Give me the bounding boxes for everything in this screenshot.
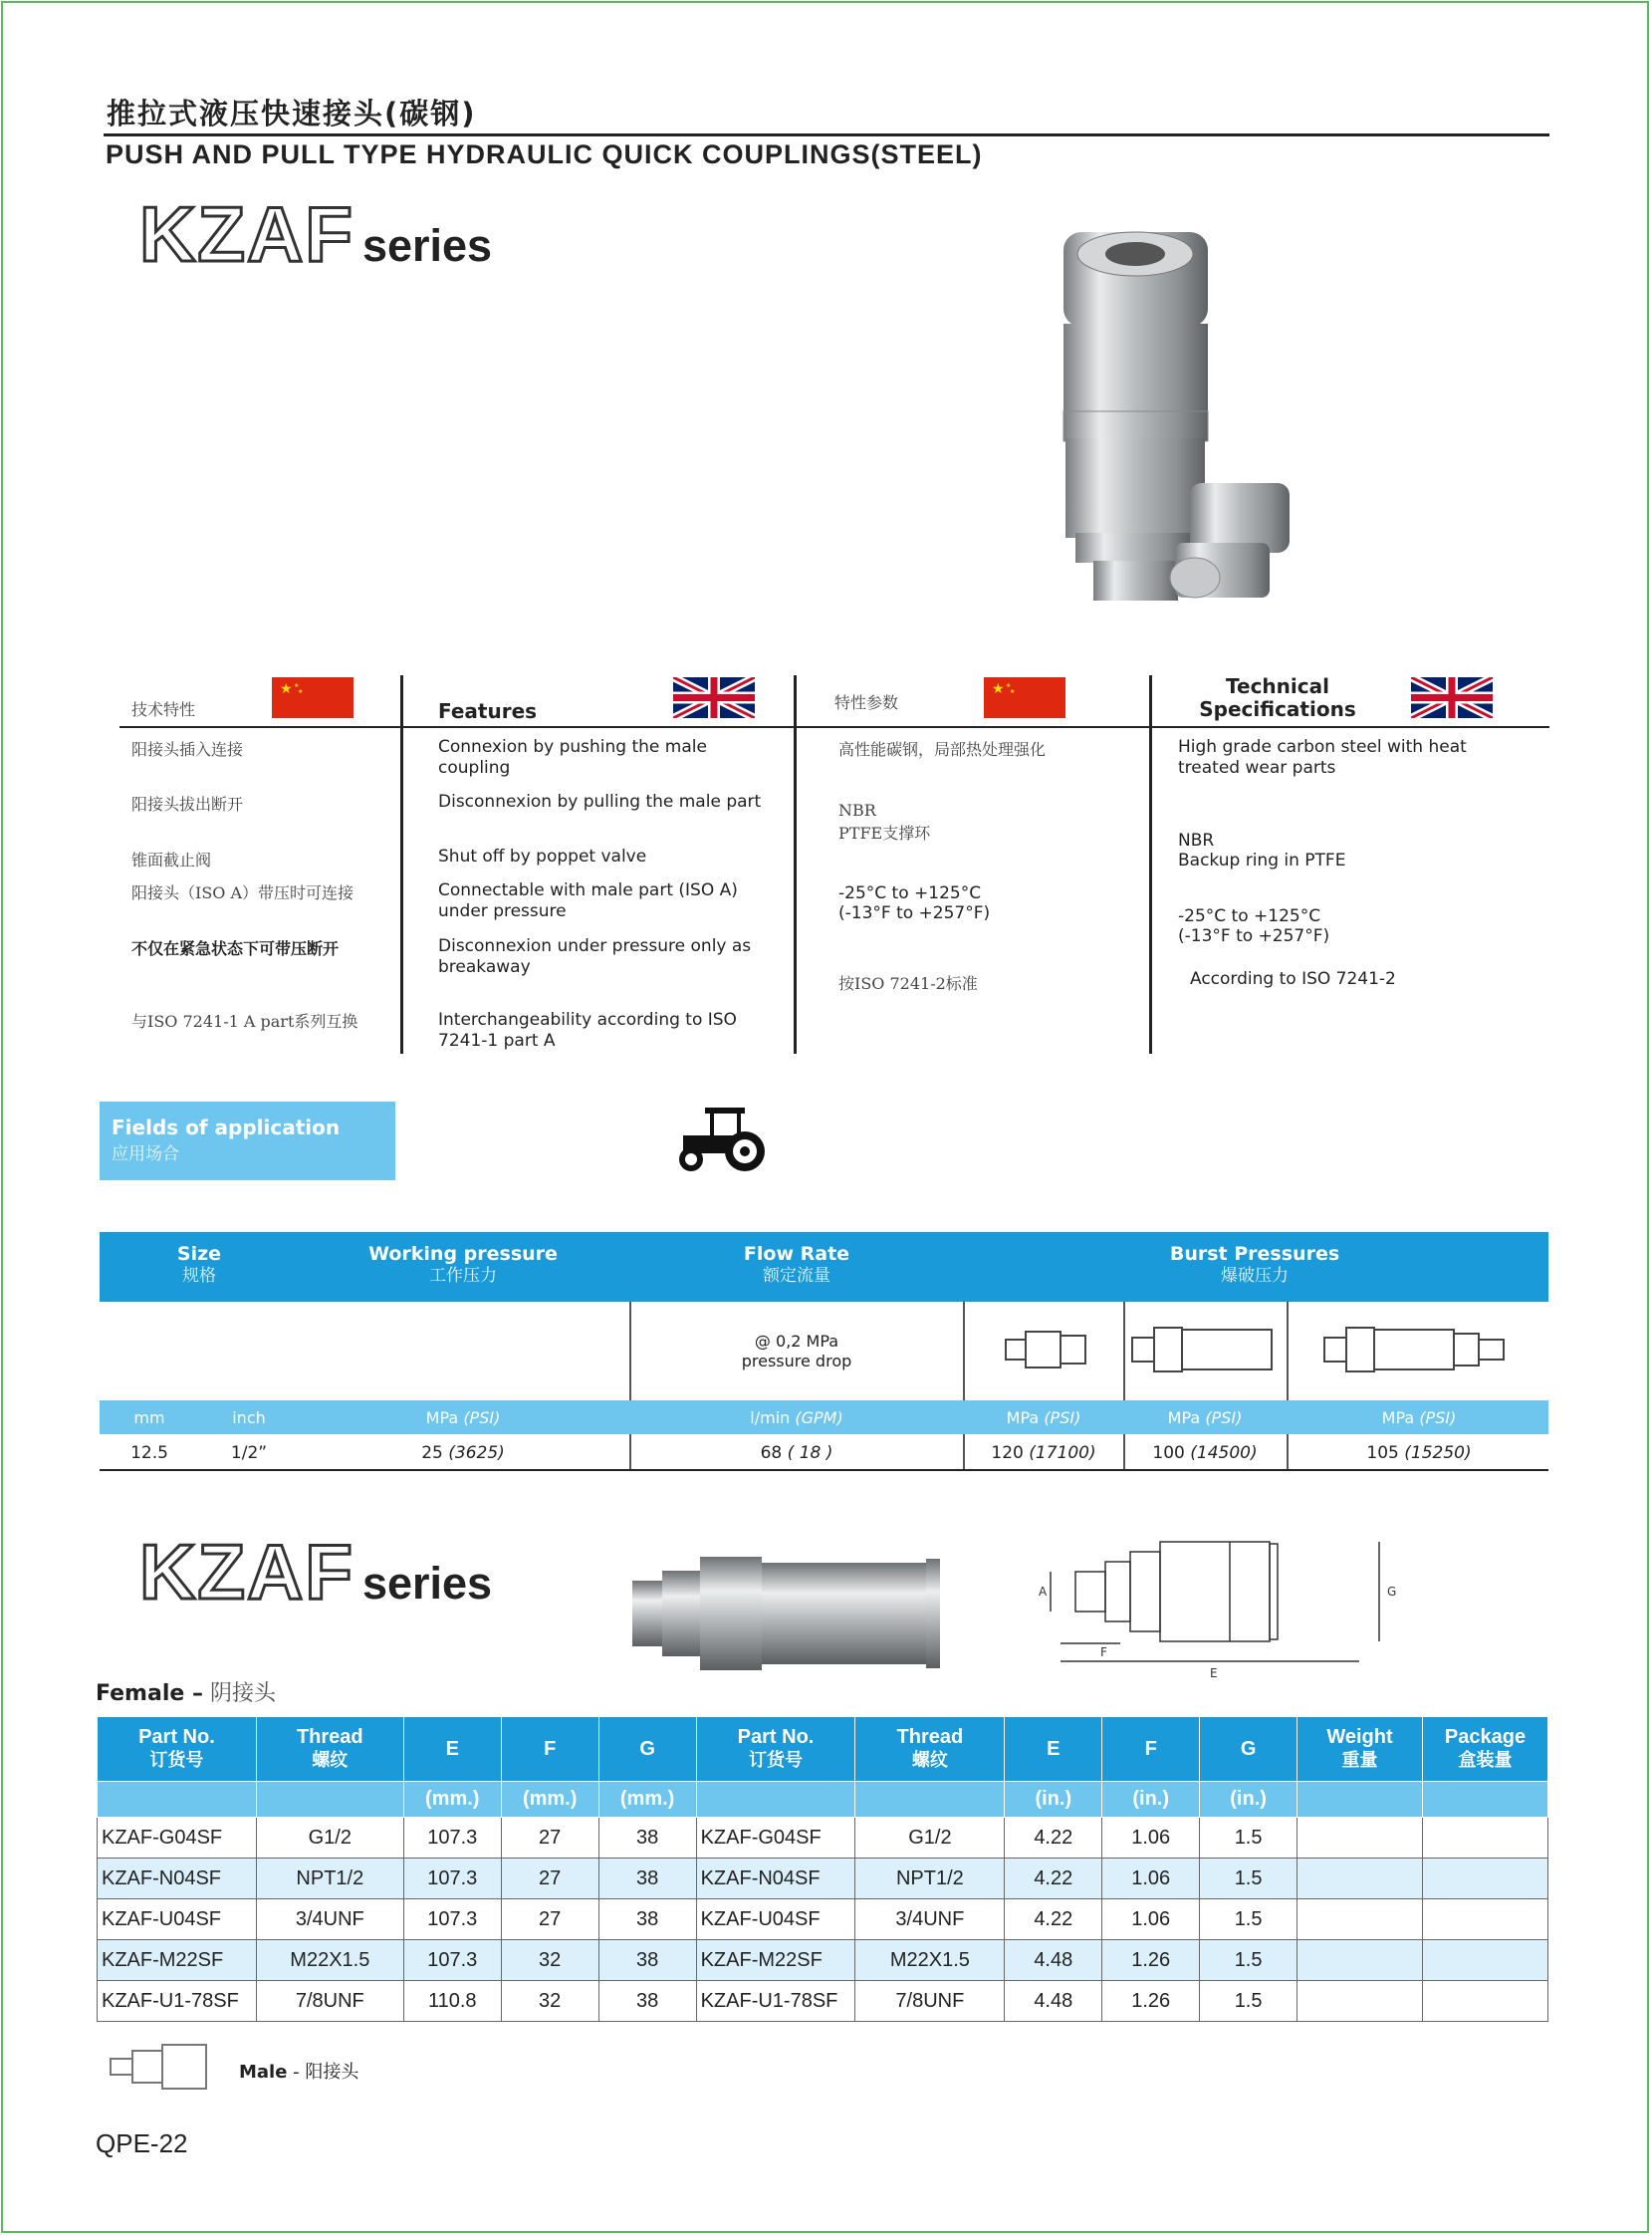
perf-header-burst-pressures	[1105, 1243, 1404, 1287]
feature-en: Disconnexion under pressure only as breakaway	[438, 936, 752, 977]
parts-unit-cell	[696, 1782, 855, 1818]
unit-b2-main: MPa	[1167, 1408, 1201, 1427]
parts-cell: 38	[598, 1940, 696, 1981]
perf-b3-main: 105	[1366, 1443, 1399, 1463]
perf-header-en: Working pressure	[368, 1243, 558, 1265]
svg-text:★: ★	[294, 682, 300, 689]
flow-note-line1: @ 0,2 MPa	[754, 1332, 839, 1351]
parts-unit-cell	[98, 1782, 257, 1818]
parts-cell: 1.5	[1200, 1940, 1298, 1981]
dim-label-a: A	[1039, 1585, 1048, 1599]
female-label-cn: 阴接头	[209, 1681, 276, 1706]
spec-en: Backup ring in PTFE	[1178, 851, 1346, 870]
flow-note-line2: pressure drop	[741, 1352, 852, 1370]
parts-cell	[1422, 1818, 1547, 1859]
flow-note	[697, 1332, 896, 1371]
spec-cn: PTFE支撑环	[838, 824, 931, 843]
perf-burst-1	[964, 1443, 1123, 1463]
parts-header-cell	[256, 1717, 403, 1782]
parts-table-body	[98, 1717, 1548, 2022]
title-divider	[104, 133, 1549, 136]
perf-b2-main: 100	[1152, 1443, 1185, 1463]
svg-text:★: ★	[298, 688, 304, 695]
features-cn-heading: 技术特性	[131, 700, 196, 719]
parts-cell: 1.06	[1102, 1859, 1200, 1899]
parts-cell	[1298, 1899, 1423, 1940]
parts-cell: M22X1.5	[855, 1940, 1005, 1981]
perf-header-cn: 爆破压力	[1221, 1266, 1289, 1286]
male-coupling-photo	[103, 2037, 217, 2097]
parts-cell: 1.26	[1102, 1981, 1200, 2022]
uk-flag-icon	[673, 677, 755, 718]
unit-wp	[383, 1408, 543, 1427]
parts-unit-cell	[1298, 1782, 1423, 1818]
parts-cell: 110.8	[403, 1981, 501, 2022]
parts-cell: KZAF-U1-78SF	[98, 1981, 257, 2022]
parts-cell: 32	[501, 1981, 598, 2022]
female-label-en: Female –	[96, 1681, 203, 1706]
perf-flow-rate	[717, 1443, 876, 1463]
perf-header-cn: 工作压力	[429, 1266, 497, 1286]
svg-text:★: ★	[280, 681, 293, 697]
parts-cell: 1.5	[1200, 1981, 1298, 2022]
parts-cell	[1422, 1859, 1547, 1899]
parts-header-en: Thread	[296, 1726, 363, 1748]
parts-cell: 107.3	[403, 1859, 501, 1899]
unit-mm: mm	[133, 1408, 165, 1427]
parts-unit-cell	[256, 1782, 403, 1818]
parts-cell: G1/2	[855, 1818, 1005, 1859]
feature-en: Connexion by pushing the male coupling	[438, 737, 707, 778]
parts-header-en: Thread	[896, 1726, 964, 1748]
parts-cell: M22X1.5	[256, 1940, 403, 1981]
parts-header-cell	[855, 1717, 1005, 1782]
series-suffix: series	[361, 1558, 493, 1609]
parts-header-cn: 盒装量	[1458, 1750, 1513, 1770]
series-logo	[139, 189, 492, 280]
unit-b2-alt: (PSI)	[1205, 1408, 1243, 1427]
parts-header-cell	[1005, 1717, 1102, 1782]
perf-b1-alt: (17100)	[1029, 1443, 1096, 1463]
female-label	[96, 1676, 276, 1707]
spec-en: NBR	[1178, 831, 1215, 851]
perf-mm: 12.5	[130, 1443, 168, 1463]
feature-column-divider	[1149, 675, 1152, 1054]
unit-b3-main: MPa	[1381, 1408, 1415, 1427]
specs-heading-line1: Technical	[1226, 674, 1329, 698]
parts-table	[97, 1716, 1548, 2022]
parts-cell: 7/8UNF	[855, 1981, 1005, 2022]
parts-header-cell	[501, 1717, 598, 1782]
unit-b1-main: MPa	[1006, 1408, 1040, 1427]
parts-header-en: E	[1047, 1737, 1061, 1760]
parts-cell: 4.22	[1005, 1859, 1102, 1899]
perf-bottom-rule	[100, 1469, 1548, 1471]
parts-cell	[1422, 1940, 1547, 1981]
parts-cell	[1298, 1859, 1423, 1899]
parts-header-cn: 重量	[1341, 1750, 1378, 1770]
unit-fr-alt: (GPM)	[795, 1408, 843, 1427]
parts-header-cell	[696, 1717, 855, 1782]
perf-header-flow-rate	[697, 1243, 896, 1287]
parts-header-en: Package	[1444, 1726, 1527, 1748]
parts-header-cell	[1422, 1717, 1547, 1782]
parts-header-en: E	[445, 1737, 459, 1760]
unit-inch: inch	[232, 1408, 266, 1427]
dim-label-f: F	[1100, 1645, 1107, 1659]
parts-cell: KZAF-U1-78SF	[696, 1981, 855, 2022]
table-row	[98, 1818, 1548, 1859]
perf-divider	[629, 1302, 631, 1401]
specs-cn-heading: 特性参数	[834, 693, 899, 712]
parts-header-cell	[598, 1717, 696, 1782]
feature-cn: 不仅在紧急状态下可带压断开	[131, 939, 340, 958]
parts-cell: 38	[598, 1859, 696, 1899]
coupled-pair-drawing-icon	[1319, 1320, 1519, 1379]
application-label-cn: 应用场合	[112, 1144, 179, 1164]
china-flag-icon	[984, 677, 1065, 718]
parts-cell	[1422, 1981, 1547, 2022]
parts-header-cn: 订货号	[149, 1750, 204, 1770]
parts-unit-cell: (mm.)	[501, 1782, 598, 1818]
dim-label-g: G	[1387, 1585, 1397, 1599]
parts-cell: 1.5	[1200, 1859, 1298, 1899]
parts-cell: 1.5	[1200, 1818, 1298, 1859]
parts-cell: 38	[598, 1981, 696, 2022]
parts-cell: 27	[501, 1859, 598, 1899]
parts-cell: 4.48	[1005, 1981, 1102, 2022]
parts-cell: 27	[501, 1899, 598, 1940]
parts-units-row	[98, 1782, 1548, 1818]
parts-cell: 4.48	[1005, 1940, 1102, 1981]
parts-cell: KZAF-M22SF	[696, 1940, 855, 1981]
perf-divider	[1287, 1434, 1289, 1470]
parts-header-en: G	[639, 1737, 655, 1760]
svg-text:★: ★	[1010, 688, 1016, 695]
male-label-sep: -	[293, 2062, 300, 2083]
perf-burst-2	[1125, 1443, 1285, 1463]
parts-cell: 7/8UNF	[256, 1981, 403, 2022]
feature-cn: 阳接头拔出断开	[131, 795, 244, 814]
parts-cell: 3/4UNF	[256, 1899, 403, 1940]
parts-cell: 107.3	[403, 1899, 501, 1940]
dimension-drawing	[1031, 1532, 1409, 1681]
perf-fr-alt: ( 18 )	[787, 1443, 833, 1463]
perf-inch: 1/2”	[230, 1443, 268, 1463]
unit-b2	[1125, 1408, 1285, 1427]
perf-divider	[629, 1434, 631, 1470]
application-label-en: Fields of application	[112, 1116, 341, 1139]
parts-cell: G1/2	[256, 1818, 403, 1859]
parts-header-en: F	[544, 1737, 557, 1760]
perf-header-en: Flow Rate	[743, 1243, 850, 1265]
parts-cell: NPT1/2	[855, 1859, 1005, 1899]
parts-cell	[1298, 1940, 1423, 1981]
parts-header-cn: 订货号	[749, 1750, 803, 1770]
svg-text:★: ★	[1006, 682, 1012, 689]
product-photo	[1046, 224, 1304, 622]
unit-fr	[717, 1408, 876, 1427]
series-suffix: series	[361, 220, 493, 271]
table-row	[98, 1981, 1548, 2022]
series-name: KZAF	[139, 190, 354, 278]
unit-b1	[964, 1408, 1123, 1427]
feature-en: Disconnexion by pulling the male part	[438, 792, 762, 812]
specs-en-heading	[1175, 675, 1380, 721]
perf-header-working-pressure	[344, 1243, 583, 1287]
parts-cell: 107.3	[403, 1940, 501, 1981]
female-coupling-drawing-icon	[1127, 1320, 1282, 1379]
unit-b3-alt: (PSI)	[1419, 1408, 1457, 1427]
perf-divider	[963, 1302, 965, 1401]
parts-header-cell	[1102, 1717, 1200, 1782]
perf-divider	[1123, 1302, 1125, 1401]
parts-cell: KZAF-U04SF	[696, 1899, 855, 1940]
parts-cell: KZAF-M22SF	[98, 1940, 257, 1981]
unit-fr-main: l/min	[750, 1408, 791, 1427]
parts-cell: 1.06	[1102, 1899, 1200, 1940]
parts-unit-cell: (in.)	[1005, 1782, 1102, 1818]
perf-header-size	[139, 1243, 259, 1287]
title-chinese: 推拉式液压快速接头(碳钢)	[107, 97, 477, 130]
parts-cell: 3/4UNF	[855, 1899, 1005, 1940]
parts-header-en: F	[1144, 1737, 1157, 1760]
parts-cell	[1298, 1818, 1423, 1859]
specs-heading-line2: Specifications	[1199, 697, 1356, 721]
female-coupling-photo	[627, 1549, 946, 1678]
feature-cn: 与ISO 7241-1 A part系列互换	[131, 1012, 358, 1031]
features-en-heading: Features	[438, 699, 538, 723]
perf-fr-main: 68	[760, 1443, 783, 1463]
parts-header-cn: 螺纹	[312, 1750, 349, 1770]
parts-cell: 38	[598, 1818, 696, 1859]
perf-working-pressure	[383, 1443, 543, 1463]
parts-header-cell	[403, 1717, 501, 1782]
spec-cn: NBR	[838, 801, 876, 820]
page-number: QPE-22	[96, 2128, 188, 2158]
perf-header-en: Burst Pressures	[1169, 1243, 1340, 1265]
parts-header-en: G	[1240, 1737, 1257, 1760]
parts-header-en: Part No.	[737, 1726, 815, 1748]
spec-cn: 高性能碳钢，局部热处理强化	[838, 740, 1047, 759]
parts-cell: KZAF-U04SF	[98, 1899, 257, 1940]
perf-b1-main: 120	[991, 1443, 1024, 1463]
title-english: PUSH AND PULL TYPE HYDRAULIC QUICK COUPLINGS(STEEL)	[106, 139, 983, 169]
perf-divider	[1287, 1302, 1289, 1401]
parts-header-en: Part No.	[138, 1726, 215, 1748]
parts-cell: 107.3	[403, 1818, 501, 1859]
spec-en: High grade carbon steel with heat treated wear parts	[1178, 737, 1467, 778]
unit-wp-alt: (PSI)	[463, 1408, 501, 1427]
parts-cell: KZAF-N04SF	[696, 1859, 855, 1899]
perf-burst-3	[1339, 1443, 1499, 1463]
table-row	[98, 1940, 1548, 1981]
parts-cell: 4.22	[1005, 1818, 1102, 1859]
china-flag-icon	[272, 677, 354, 718]
series-logo	[139, 1527, 492, 1617]
parts-cell: 1.06	[1102, 1818, 1200, 1859]
male-label-en: Male	[239, 2062, 288, 2083]
parts-cell: 1.5	[1200, 1899, 1298, 1940]
application-box	[100, 1102, 395, 1180]
feature-cn: 锥面截止阀	[131, 851, 212, 870]
feature-cn: 阳接头插入连接	[131, 740, 244, 759]
perf-header-en: Size	[176, 1243, 222, 1265]
parts-header-row	[98, 1717, 1548, 1782]
parts-cell: 4.22	[1005, 1899, 1102, 1940]
parts-unit-cell: (mm.)	[403, 1782, 501, 1818]
parts-cell: KZAF-G04SF	[98, 1818, 257, 1859]
parts-unit-cell: (in.)	[1200, 1782, 1298, 1818]
parts-cell	[1298, 1981, 1423, 2022]
feature-en: Interchangeability according to ISO 7241-1 part A	[438, 1010, 737, 1051]
spec-cn: (-13°F to +257°F)	[838, 903, 991, 923]
feature-en: Shut off by poppet valve	[438, 847, 647, 867]
perf-b3-alt: (15250)	[1404, 1443, 1472, 1463]
svg-text:★: ★	[992, 681, 1005, 697]
spec-cn: -25°C to +125°C	[838, 883, 982, 903]
parts-cell: 32	[501, 1940, 598, 1981]
parts-header-cell	[1200, 1717, 1298, 1782]
spec-en: According to ISO 7241-2	[1190, 969, 1396, 989]
perf-wp-main: 25	[421, 1443, 443, 1463]
male-label	[239, 2058, 358, 2084]
parts-unit-cell	[855, 1782, 1005, 1818]
parts-cell: 1.26	[1102, 1940, 1200, 1981]
parts-cell: 27	[501, 1818, 598, 1859]
parts-unit-cell: (in.)	[1102, 1782, 1200, 1818]
feature-column-divider	[794, 675, 797, 1054]
feature-column-divider	[400, 675, 403, 1054]
dim-label-e: E	[1210, 1666, 1218, 1680]
parts-unit-cell: (mm.)	[598, 1782, 696, 1818]
table-row	[98, 1859, 1548, 1899]
parts-header-cn: 螺纹	[911, 1750, 948, 1770]
table-row	[98, 1899, 1548, 1940]
spec-en: (-13°F to +257°F)	[1178, 926, 1330, 946]
unit-b1-alt: (PSI)	[1044, 1408, 1081, 1427]
parts-header-cell	[1298, 1717, 1423, 1782]
parts-header-cell	[98, 1717, 257, 1782]
unit-b3	[1339, 1408, 1499, 1427]
perf-header-cn: 规格	[182, 1266, 216, 1286]
spec-cn: 按ISO 7241-2标准	[838, 974, 978, 993]
parts-cell	[1422, 1899, 1547, 1940]
male-label-cn: 阳接头	[305, 2062, 359, 2083]
perf-header-cn: 额定流量	[763, 1266, 830, 1286]
perf-b2-alt: (14500)	[1190, 1443, 1258, 1463]
series-name: KZAF	[139, 1528, 354, 1615]
perf-wp-alt: (3625)	[448, 1443, 505, 1463]
spec-en: -25°C to +125°C	[1178, 906, 1321, 926]
uk-flag-icon	[1411, 677, 1493, 718]
male-coupling-drawing-icon	[996, 1320, 1095, 1379]
parts-cell: 38	[598, 1899, 696, 1940]
feature-en: Connectable with male part (ISO A) under pressure	[438, 880, 738, 921]
features-header-rule	[119, 726, 1549, 728]
tractor-icon	[675, 1106, 775, 1175]
parts-header-en: Weight	[1326, 1726, 1393, 1748]
feature-cn: 阳接头（ISO A）带压时可连接	[131, 883, 354, 902]
parts-unit-cell	[1422, 1782, 1547, 1818]
parts-cell: KZAF-G04SF	[696, 1818, 855, 1859]
unit-wp-main: MPa	[425, 1408, 459, 1427]
parts-cell: NPT1/2	[256, 1859, 403, 1899]
parts-cell: KZAF-N04SF	[98, 1859, 257, 1899]
